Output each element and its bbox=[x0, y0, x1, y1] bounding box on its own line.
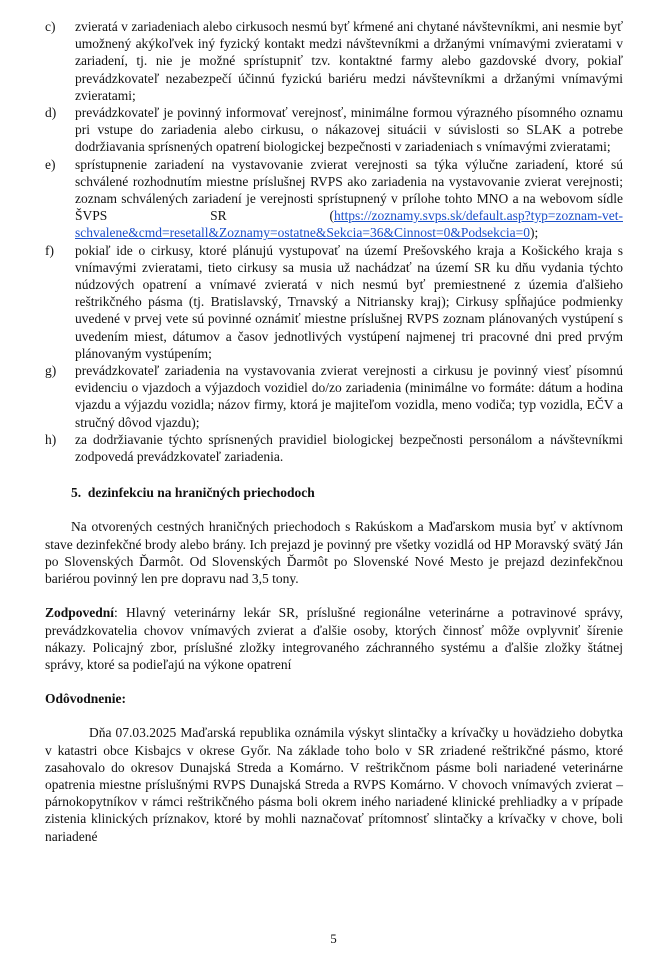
reason-paragraph: Dňa 07.03.2025 Maďarská republika oznámila výskyt slintačky a krívačky u hovädzieho dobytka v katastri obce Kisbajcs v okrese Győr. Na základe toho bolo v SR zriadené reštrikčné pásmo, ktoré zasahovalo do okresov Dunajská Streda a Komárno. V reštrikčnom pásme boli nariadené veterinárne opatrenia miestne príslušnými RVPS Dunajská Streda a RVPS Komárno. V chovoch vnímavých zvierat – párnokopytníkov v rámci reštrikčného pásma boli okrem iného nariadené klinické prehliadky a v prípade zistenia klinických príznakov, ktoré by mohli naznačovať prítomnosť slintačky a krívačky v chove, boli nariadené bbox=[45, 725, 623, 844]
list-item-text: prevádzkovateľ je povinný informovať verejnosť, minimálne formou výrazného písomného oznamu pri vstupe do zariadenia alebo cirkusu, o nákazovej situácii v súvislosti so SLAK a potrebe dodržiavania sprísnených opatrení biologickej bezpečnosti v zariadeniach s vnímavými zvieratami; bbox=[75, 105, 623, 155]
list-item-c bbox=[45, 18, 623, 104]
page-content bbox=[45, 18, 623, 845]
responsible-label: Zodpovední bbox=[45, 605, 115, 621]
measures-list bbox=[45, 18, 623, 465]
list-item-text: pokiaľ ide o cirkusy, ktoré plánujú vystupovať na území Prešovského kraja a Košického kraja s vnímavými zvieratami, tieto cirkusy sa musia už nachádzať na území SR ku dňu vydania týchto núdzových opatrení a vnímavé zvieratá v nich nesmú byť premiestnené z územia ďalšieho reštrikčného pásma (tj. Bratislavský, Trnavský a Nitriansky kraj); Cirkusy spĺňajúce podmienky uvedené v prvej vete sú povinné oznámiť miestne príslušnej RVPS zoznam plánovaných vystúpení s uvedením miest, dátumov a časov jednotlivých vystúpení najmenej tri pracovné dni pred prvým plánovaným vystúpením; bbox=[75, 242, 623, 361]
list-item-text: za dodržiavanie týchto sprísnených pravidiel biologickej bezpečnosti personálom a návštevníkmi zodpovedá prevádzkovateľ zariadenia. bbox=[75, 431, 623, 465]
page-number: 5 bbox=[330, 931, 337, 946]
list-item-g bbox=[45, 362, 623, 431]
responsible-paragraph bbox=[45, 604, 623, 673]
list-item-e bbox=[45, 156, 623, 242]
section-title: dezinfekciu na hraničných priechodoch bbox=[87, 485, 315, 501]
section-heading bbox=[45, 484, 623, 501]
list-item-text: prevádzkovateľ zariadenia na vystavovania zvierat verejnosti a cirkusu je povinný viesť písomnú evidenciu o vjazdoch a výjazdoch vozidiel do/zo zariadenia (minimálne vo formáte: dátum a hodina vjazdu a výjazdu vozidla; názov firmy, ktorá je majiteľom vozidla, meno vodiča; typ vozidla, EČV a stručný dôvod vjazdu); bbox=[75, 363, 623, 430]
list-item-d bbox=[45, 104, 623, 156]
list-marker: g) bbox=[45, 363, 57, 379]
list-item-f bbox=[45, 242, 623, 362]
section-number: 5. bbox=[71, 485, 82, 501]
list-marker: e) bbox=[45, 156, 56, 172]
list-marker: h) bbox=[45, 431, 57, 447]
reason-heading: Odôvodnenie: bbox=[45, 691, 127, 707]
svps-registry-link[interactable]: https://zoznamy.svps.sk/default.asp?typ=zoznam-vet-schvalene&cmd=resetall&Zoznamy=ostatne&Sekcia=36&Cinnost=0&Podsekcia=0 bbox=[75, 208, 623, 241]
responsible-text: : Hlavný veterinárny lekár SR, príslušné regionálne veterinárne a potravinové správy, prevádzkovatelia chovov vnímavých zvierat a ďalšie osoby, ktorých činnosť môže ovplyvniť šírenie nákazy. Policajný zbor, príslušné zložky integrovaného záchranného systému a ďalšie zložky štátnej správy, ktoré sa podieľajú na výkone opatrení bbox=[45, 605, 623, 672]
list-item-text-after: ); bbox=[529, 225, 539, 241]
list-item-h bbox=[45, 431, 623, 465]
list-item-text bbox=[75, 156, 623, 242]
list-marker: d) bbox=[45, 105, 57, 121]
list-item-text-before: sprístupnenie zariadení na vystavovanie zvierat verejnosti sa týka výlučne zariadení, ktoré sú schválené rozhodnutím miestne príslušnej RVPS ako zariadenia na vystavovanie zvierat verejnosti; zoznam schválených zariadení je verejnosti sprístupnený v prílohe tohto MNO a na webovom sídle ŠVPS SR ( bbox=[75, 156, 623, 224]
border-disinfection-paragraph: Na otvorených cestných hraničných priechodoch s Rakúskom a Maďarskom musia byť v aktívnom stave dezinfekčné brody alebo brány. Ich prejazd je povinný pre všetky vozidlá od HP Moravský svätý Ján po Slovenských Ďarmôt. Od Slovenských Ďarmôt po Slovenské Nové Mesto je prejazd dezinfekčnou bariérou povinný len pre dopravu nad 3,5 tony. bbox=[45, 519, 623, 587]
list-marker: c) bbox=[45, 19, 56, 34]
list-item-text: zvieratá v zariadeniach alebo cirkusoch nesmú byť kŕmené ani chytané návštevníkmi, ani nesmie byť umožnený akýkoľvek iný fyzický kontakt medzi návštevníkmi a držanými vnímavými zvieratami v zariadení, tj. nie je možné sprístupniť tzv. kontaktné farmy alebo gazdovské dvory, pokiaľ prevádzkovateľ nezabezpečí účinnú fyzickú bariéru medzi návštevníkmi a držanými vnímavými zvieratami; bbox=[75, 19, 623, 103]
list-marker: f) bbox=[45, 242, 54, 258]
